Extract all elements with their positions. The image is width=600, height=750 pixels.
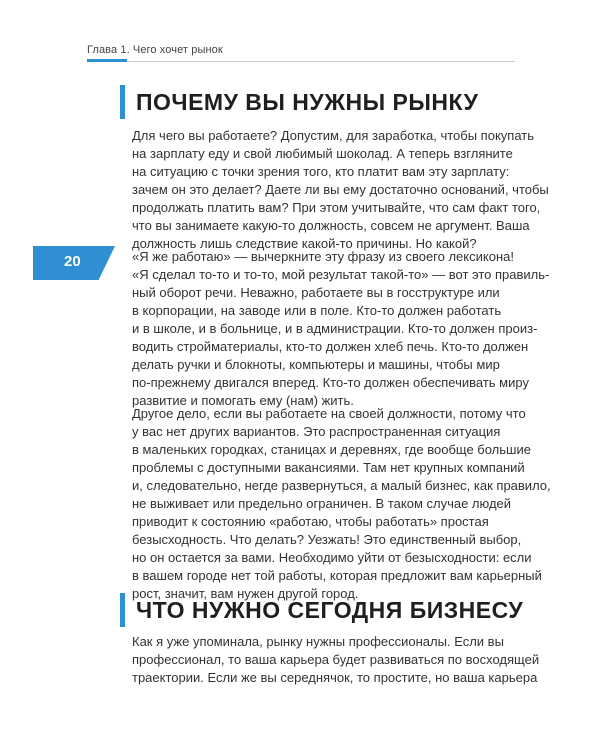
paragraph-4: [132, 633, 540, 687]
text-line: у вас нет других вариантов. Это распространенная ситуация: [132, 424, 501, 439]
text-line: и, следовательно, негде развернуться, а малый бизнес, как правило,: [132, 478, 551, 493]
heading-accent-bar: [120, 593, 125, 627]
text-line: но он остается за вами. Необходимо уйти от безысходности: если: [132, 550, 532, 565]
text-line: Другое дело, если вы работаете на своей должности, потому что: [132, 406, 526, 421]
text-line: ный оборот речи. Неважно, работаете вы в госструктуре или: [132, 285, 500, 300]
text-line: рост, значит, вам нужен другой город.: [132, 586, 359, 601]
text-line: траектории. Если же вы середнячок, то простите, но ваша карьера: [132, 670, 538, 685]
text-line: зачем он это делает? Даете ли вы ему достаточно оснований, чтобы: [132, 182, 549, 197]
heading-accent-bar: [120, 85, 125, 119]
text-line: на ситуацию с точки зрения того, кто платит вам эту зарплату:: [132, 164, 510, 179]
text-line: делать ручки и блокноты, компьютеры и машины, чтобы мир: [132, 357, 500, 372]
text-line: развитие и помогать ему (нам) жить.: [132, 393, 354, 408]
text-line: в маленьких городках, станицах и деревнях, где вообще большие: [132, 442, 531, 457]
text-line: профессионал, то ваша карьера будет развиваться по восходящей: [132, 652, 540, 667]
paragraph-1: [132, 127, 549, 253]
text-line: проблемы с доступными вакансиями. Там нет крупных компаний: [132, 460, 525, 475]
section-heading-2: [120, 593, 523, 627]
text-line: в корпорации, на заводе или в поле. Кто-то должен работать: [132, 303, 502, 318]
text-line: продолжать платить вам? При этом учитывайте, что сам факт того,: [132, 200, 541, 215]
text-line: «Я же работаю» — вычеркните эту фразу из своего лексикона!: [132, 249, 514, 264]
text-line: Для чего вы работаете? Допустим, для заработка, чтобы покупать: [132, 128, 534, 143]
header-divider: [87, 61, 515, 62]
text-line: и в школе, и в больнице, и в администрации. Кто-то должен произ-: [132, 321, 538, 336]
paragraph-3: [132, 405, 551, 603]
paragraph-2: [132, 248, 550, 410]
text-line: должность лишь следствие какой-то причины. Но какой?: [132, 236, 477, 251]
header-accent-bar: [87, 59, 127, 62]
text-line: на зарплату еду и свой любимый шоколад. А теперь взгляните: [132, 146, 513, 161]
text-line: в вашем городе нет той работы, которая предложит вам карьерный: [132, 568, 542, 583]
section-heading-1: [120, 85, 478, 119]
text-line: безысходность. Что делать? Уезжать! Это единственный выбор,: [132, 532, 522, 547]
text-line: приводит к состоянию «работаю, чтобы работать» простая: [132, 514, 489, 529]
text-line: не выживает или предельно ограничен. В таком случае людей: [132, 496, 512, 511]
text-line: что вы занимаете какую-то должность, совсем не аргумент. Ваша: [132, 218, 530, 233]
running-head: Глава 1. Чего хочет рынок: [87, 44, 223, 56]
text-line: «Я сделал то-то и то-то, мой результат такой-то» — вот это правиль-: [132, 267, 550, 282]
text-line: Как я уже упоминала, рынку нужны профессионалы. Если вы: [132, 634, 504, 649]
page-number: 20: [64, 253, 81, 270]
text-line: по-прежнему двигался вперед. Кто-то должен обеспечивать миру: [132, 375, 529, 390]
section-title: ЧТО НУЖНО СЕГОДНЯ БИЗНЕСУ: [136, 596, 524, 623]
section-title: ПОЧЕМУ ВЫ НУЖНЫ РЫНКУ: [136, 88, 479, 115]
text-line: водить стройматериалы, кто-то должен хлеб печь. Кто-то должен: [132, 339, 529, 354]
